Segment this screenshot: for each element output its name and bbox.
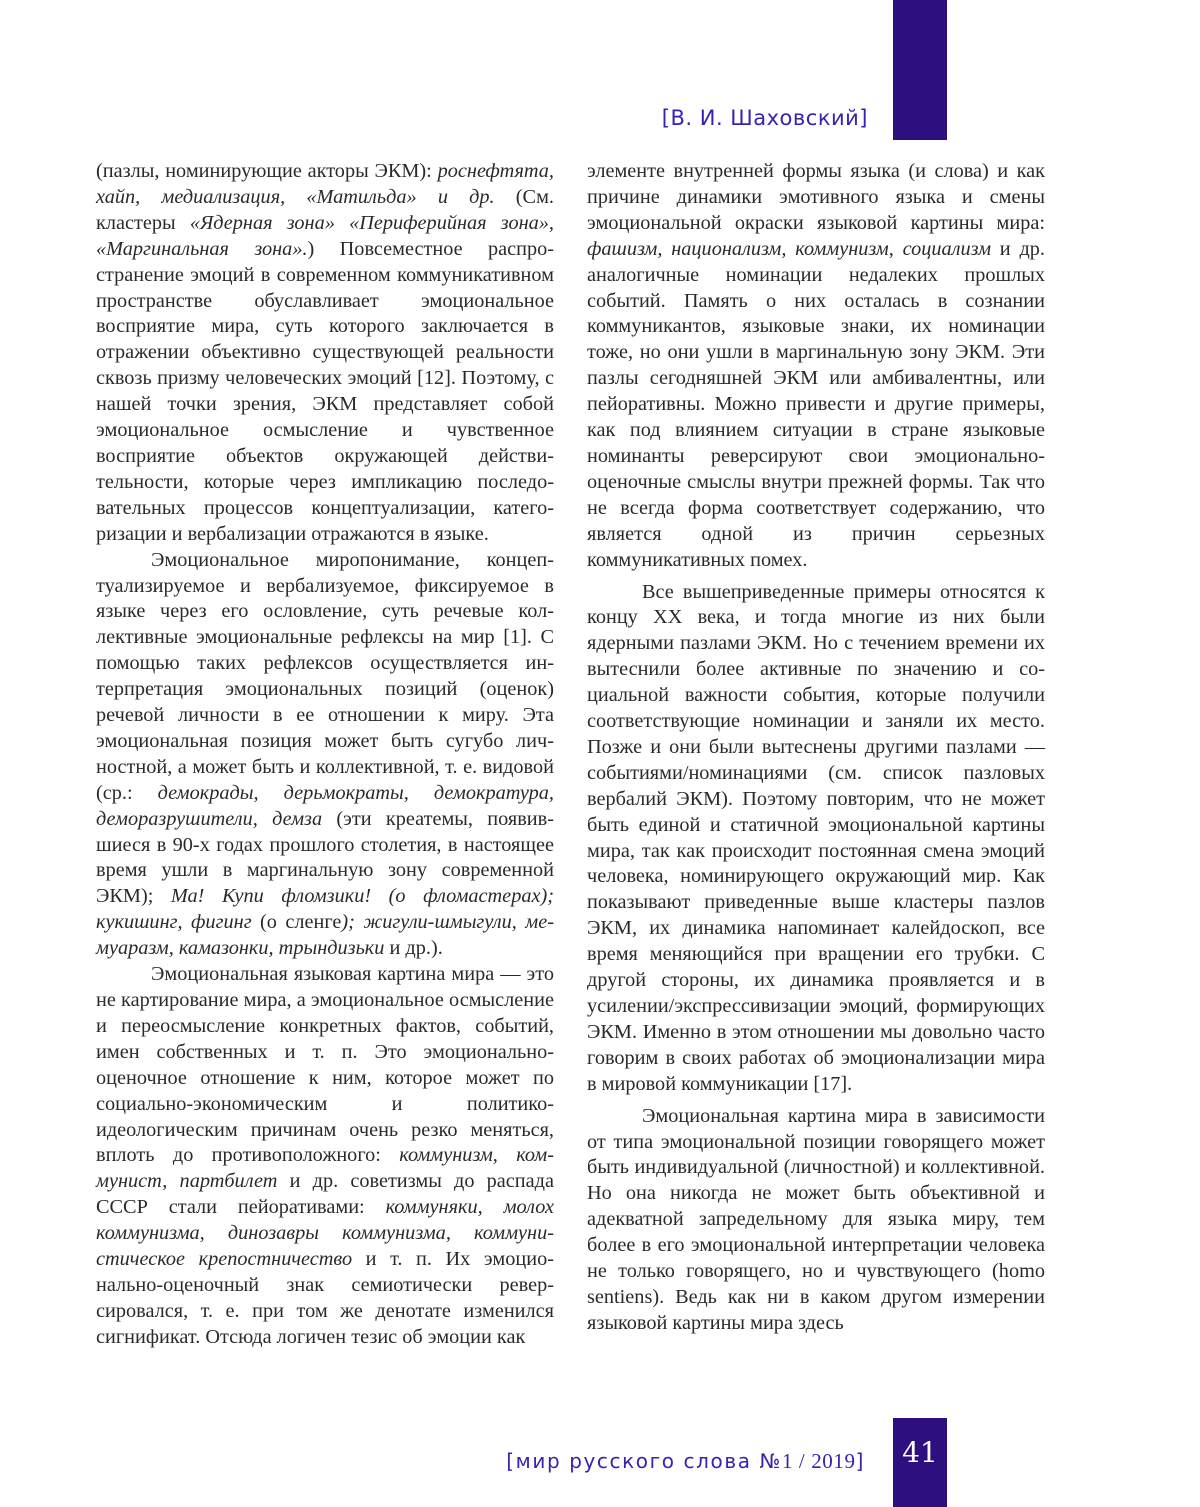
body-text: Эмоциональная картина мира в зависимости от типа эмоциональной позиции говорящего может быть индивидуальной (личностной) и коллективной. Но она никогда не может быть объективной и адекватной запредельному для языка миру, тем более в его эмоциональной интерпретации человека не только говорящего, но и чувствующего (homo sentiens). Ведь как ни в каком другом измерении языковой картины мира здесь xyxy=(587,1104,1045,1334)
italic-example-text: коммунизм, коммунист, партбилет xyxy=(96,1144,554,1193)
italic-example-text: коммуняки, молох коммунизма, динозавры коммунизма, коммунистическое крепостничество xyxy=(96,1196,554,1271)
body-text: Эмоциональная языковая картина мира — это не картирование мира, а эмоциональное осмысление и переосмысление конкретных фактов, событий, имен собственных и т. п. Это эмоционально-оценочное отношение к ним, которое может по социально-экономическим и политико-идеологическим причинам очень резко меняться, вплоть до противоположного: xyxy=(96,963,554,1167)
body-text: (о сленге xyxy=(251,911,342,934)
body-text: и др.). xyxy=(384,937,443,960)
paragraph xyxy=(96,548,554,963)
paragraph xyxy=(96,962,554,1351)
paragraph xyxy=(587,580,1045,1098)
paragraph xyxy=(587,159,1045,574)
italic-example-text: демокрады, дерьмократы, демократура, деморазрушители, демза xyxy=(96,781,554,830)
italic-example-text: роснефтята, хайп, медиализация, «Матильда» и др. xyxy=(96,160,554,208)
body-text: (См. кластеры xyxy=(96,185,554,234)
top-accent-bar xyxy=(893,0,947,140)
left-text-column xyxy=(96,159,554,1351)
right-text-column xyxy=(587,159,1045,1337)
body-text: и др. советизмы до распада СССР стали пейоративами: xyxy=(96,1170,554,1219)
body-text: Эмоциональное миропонимание, концептуализируемое и вербализуемое, фиксируемое в языке через его ословление, суть речевые коллективные эмоциональные рефлексы на мир [1]. С помощью таких рефлексов осуществляется интерпретация эмоциональных позиций (оценок) речевой личности в ее отношении к миру. Эта эмоциональная позиция может быть сугубо личностной, а может быть и коллективной, т. е. видовой (ср.: xyxy=(96,548,554,804)
body-text: и т. п. Их эмоционально-оценочный знак семиотически реверсировался, т. е. при том же денотате изменился сигнификат. Отсюда логичен тезис об эмоции как xyxy=(96,1248,554,1348)
page-number: 41 xyxy=(902,1436,938,1469)
body-text: ) Повсеместное распространение эмоций в современном коммуникативном пространстве обуславливает эмоциональное восприятие мира, суть которого заключается в отражении объективно существующей реальности сквозь призму человеческих эмоций [12]. Поэтому, с нашей точки зрения, ЭКМ представляет собой эмоциональное осмысление и чувственное восприятие объектов окружающей действительности, которые через импликацию последовательных процессов концептуализации, категоризации и вербализации отражаются в языке. xyxy=(96,237,554,545)
body-text: (эти креатемы, появившиеся в 90-х годах прошлого столетия, в настоящее время ушли в маргинальную зону современной ЭКМ); xyxy=(96,807,554,908)
journal-footer xyxy=(480,1449,865,1474)
italic-example-text: ); жигули-шмыгули, мемуаразм, камазонки, трындизьки xyxy=(96,911,554,960)
journal-bracket: ] xyxy=(855,1449,865,1473)
body-text: и др. аналогичные номинации недалеких прошлых событий. Память о них осталась в сознании коммуникантов, языковые знаки, их номинации тоже, но они ушли в маргинальную зону ЭКМ. Эти пазлы сегодняшней ЭКМ или амбивалентны, или пейоративны. Можно привести и другие примеры, как под влиянием ситуации в стране языковые номинанты реверсируют свои эмоционально-оценочные смыслы внутри прежней формы. Так что не всегда форма соответствует содержанию, что является одной из причин серьезных коммуникативных помех. xyxy=(587,237,1045,571)
paragraph xyxy=(96,159,554,548)
running-head-author: [В. И. Шаховский] xyxy=(661,106,868,130)
paragraph xyxy=(587,1104,1045,1337)
italic-example-text: фашизм, национализм, коммунизм, социализм xyxy=(587,237,992,260)
italic-example-text: «Ядерная зона» «Периферийная зона», «Маргинальная зона». xyxy=(96,211,554,260)
italic-example-text: Ма! Купи фломзики! (о фломастерах); кукишинг, фигинг xyxy=(96,885,554,934)
body-text: (пазлы, номинирующие акторы ЭКМ): xyxy=(96,160,438,182)
journal-issue: 1 / 2019 xyxy=(781,1449,856,1473)
journal-title: [мир русского слова № xyxy=(506,1449,782,1473)
body-text: Все вышеприведенные примеры относятся к концу XX века, и тогда многие из них были ядерными пазлами ЭКМ. Но с течением времени их вытеснили более активные по значению и социальной важности события, которые получили соответствующие номинации и заняли их место. Позже и они были вытеснены другими пазлами — событиями/номинациями (см. список пазловых вербалий ЭКМ). Поэтому повторим, что не может быть единой и статичной эмоциональной картины мира, так как происходит постоянная смена эмоций человека, номинирующего окружающий мир. Как показывают приведенные выше кластеры пазлов ЭКМ, их динамика напоминает калейдоскоп, все время меняющийся при вращении его трубки. С другой стороны, их динамика проявляется и в усилении/экспрессивизации эмоций, формирующих ЭКМ. Именно в этом отношении мы довольно часто говорим в своих работах об эмоционализации мира в мировой коммуникации [17]. xyxy=(587,580,1045,1095)
body-text: элементе внутренней формы языка (и слова) и как причине динамики эмотивного языка и смены эмоциональной окраски языковой картины мира: xyxy=(587,160,1045,234)
